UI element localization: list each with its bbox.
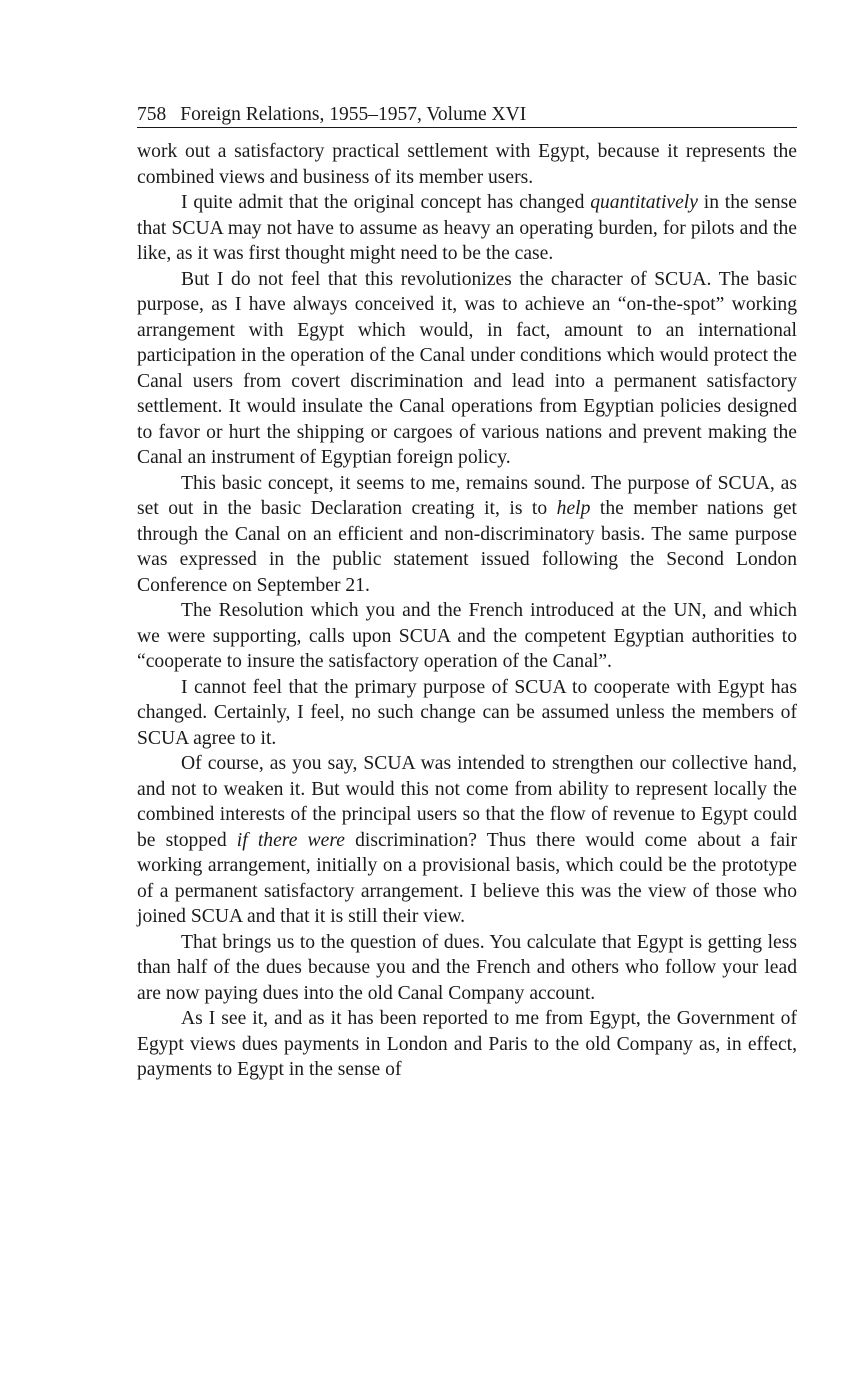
text-run: the member nations get through the Canal on an efficient and non-discriminatory basis. The same purpose was expressed in the public statement issued following the Second London Conference on September 21. [137, 498, 797, 596]
text-run: This basic concept, it seems to me, remains sound. The purpose of SCUA, as set out in the basic Declaration creating it, is to [137, 472, 797, 519]
italic-text: help [556, 498, 591, 519]
paragraph [137, 190, 797, 267]
page-number: 758 [137, 104, 167, 125]
text-run: As I see it, and as it has been reported to me from Egypt, the Government of Egypt views dues payments in London and Paris to the old Company as, in effect, payments to Egypt in the sense of [137, 1008, 797, 1080]
text-run: discrimination? Thus there would come about a fair working arrangement, initially on a provisional basis, which could be the prototype of a permanent satisfactory arrangement. I believe this was the view of those who joined SCUA and that it is still their view. [137, 829, 797, 927]
paragraph [137, 598, 797, 675]
text-run: That brings us to the question of dues. You calculate that Egypt is getting less than half of the dues because you and the French and others who follow your lead are now paying dues into the old Canal Company account. [137, 931, 797, 1004]
text-run: But I do not feel that this revolutionizes the character of SCUA. The basic purpose, as I have always conceived it, was to achieve an “on-the-spot” working arrangement with Egypt which would, in fact, amount to an international participation in the operation of the Canal under conditions which would protect the Canal users from covert discrimination and lead into a permanent satisfactory settlement. It would insulate the Canal operations from Egyptian policies designed to favor or hurt the shipping or cargoes of various nations and prevent making the Canal an instrument of Egyptian foreign policy. [137, 268, 797, 468]
paragraph [137, 751, 797, 930]
paragraph [137, 267, 797, 471]
text-run: Of course, as you say, SCUA was intended to strengthen our collective hand, and not to weaken it. But would this not come from ability to represent locally the combined interests of the principal users so that the flow of revenue to Egypt could be stopped [137, 753, 797, 851]
paragraph [137, 139, 797, 190]
paragraph [137, 471, 797, 599]
paragraph [137, 1006, 797, 1083]
text-run: work out a satisfactory practical settlement with Egypt, because it represents the combined views and business of its member users. [137, 141, 797, 188]
paragraph [137, 675, 797, 752]
italic-text: if there were [236, 829, 345, 851]
body-text [137, 139, 797, 1083]
text-run: I quite admit that the original concept has changed [181, 192, 591, 213]
running-title: Foreign Relations, 1955–1957, Volume XVI [180, 104, 527, 125]
paragraph [137, 930, 797, 1007]
running-header [137, 104, 797, 128]
text-run: The Resolution which you and the French introduced at the UN, and which we were supporting, calls upon SCUA and the competent Egyptian authorities to “cooperate to insure the satisfactory operation of the Canal”. [137, 600, 797, 672]
text-run: in the sense that SCUA may not have to assume as heavy an operating burden, for pilots and the like, as it was first thought might need to be the case. [137, 192, 797, 264]
italic-text: quantitatively [590, 192, 698, 213]
document-page [137, 104, 797, 1083]
text-run: I cannot feel that the primary purpose of SCUA to cooperate with Egypt has changed. Certainly, I feel, no such change can be assumed unless the members of SCUA agree to it. [137, 676, 797, 749]
